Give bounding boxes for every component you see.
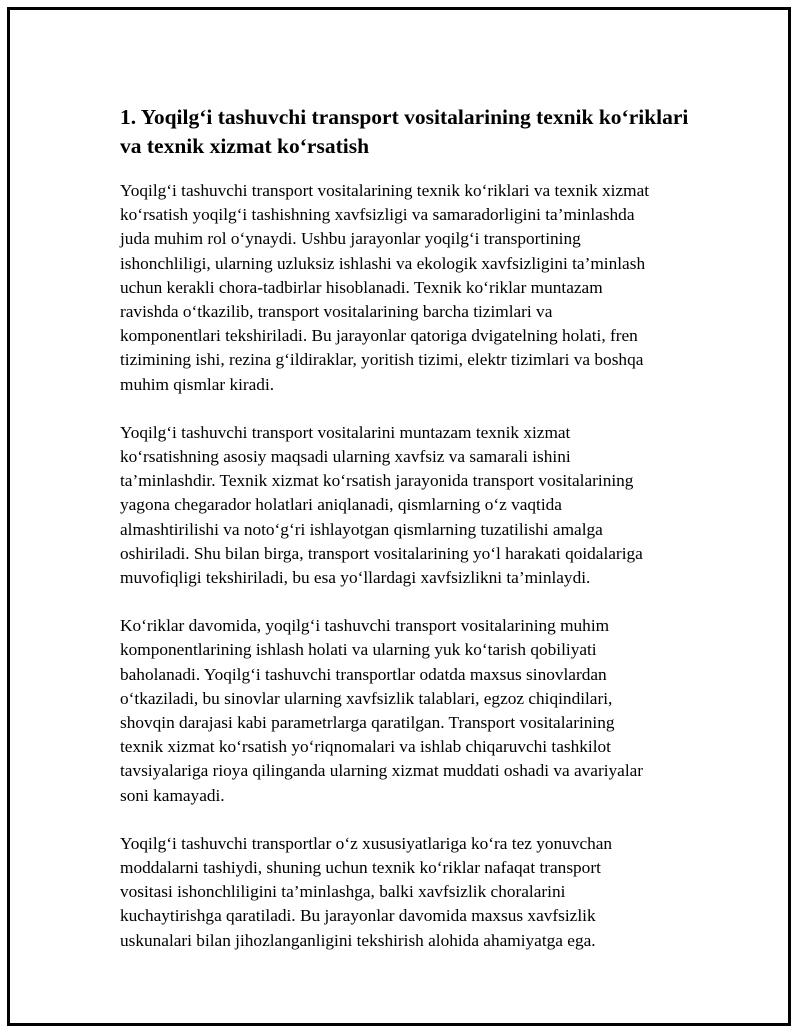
paragraph-4	[120, 832, 700, 953]
text-line: kuchaytirishga qaratiladi. Bu jarayonlar davomida maxsus xavfsizlik	[120, 906, 596, 926]
text-line: baholanadi. Yoqilg‘i tashuvchi transportlar odatda maxsus sinovlardan	[120, 664, 607, 684]
text-line: Yoqilg‘i tashuvchi transportlar o‘z xususiyatlariga ko‘ra tez yonuvchan	[120, 833, 613, 853]
section-title-line: 1. Yoqilg‘i tashuvchi transport vositalarining texnik ko‘riklari	[120, 105, 689, 129]
text-line: shovqin darajasi kabi parametrlarga qaratilgan. Transport vositalarining	[120, 713, 615, 733]
paragraph-2	[120, 421, 700, 590]
text-line: tizimining ishi, rezina g‘ildiraklar, yoritish tizimi, elektr tizimlari va boshqa	[120, 350, 644, 370]
text-line: komponentlarining ishlash holati va ularning yuk ko‘tarish qobiliyati	[120, 640, 597, 660]
text-line: muhim qismlar kiradi.	[120, 374, 275, 394]
text-line: almashtirilishi va noto‘g‘ri ishlayotgan qismlarning tuzatilishi amalga	[120, 519, 603, 539]
text-line: Yoqilg‘i tashuvchi transport vositalarining texnik ko‘riklari va texnik xizmat	[120, 181, 650, 200]
text-line: tavsiyalariga rioya qilinganda ularning xizmat muddati oshadi va avariyalar	[120, 761, 644, 781]
text-line: o‘tkaziladi, bu sinovlar ularning xavfsizlik talablari, egzoz chiqindilari,	[120, 688, 613, 708]
text-line: muvofiqligi tekshiriladi, bu esa yo‘llardagi xavfsizlikni ta’minlaydi.	[120, 568, 591, 588]
paragraph-1	[120, 179, 700, 397]
text-line: texnik xizmat ko‘rsatish yo‘riqnomalari va ishlab chiqaruvchi tashkilot	[120, 737, 611, 757]
text-line: moddalarni tashiydi, shuning uchun texnik ko‘riklar nafaqat transport	[120, 858, 601, 878]
text-line: Ko‘riklar davomida, yoqilg‘i tashuvchi transport vositalarining muhim	[120, 616, 610, 636]
text-line: Yoqilg‘i tashuvchi transport vositalarini muntazam texnik xizmat	[120, 422, 571, 442]
text-line: uchun kerakli chora-tadbirlar hisoblanadi. Texnik ko‘riklar muntazam	[120, 277, 603, 297]
paragraph-3	[120, 614, 700, 808]
text-line: komponentlari tekshiriladi. Bu jarayonlar qatoriga dvigatelning holati, fren	[120, 326, 638, 346]
text-line: ishonchliligi, ularning uzluksiz ishlashi va ekologik xavfsizligini ta’minlash	[120, 253, 646, 273]
text-line: ravishda o‘tkazilib, transport vositalarining barcha tizimlari va	[120, 302, 553, 322]
text-line: juda muhim rol o‘ynaydi. Ushbu jarayonlar yoqilg‘i transportining	[120, 229, 581, 249]
text-line: vositasi ishonchliligini ta’minlashga, balki xavfsizlik choralarini	[120, 882, 566, 902]
text-line: uskunalari bilan jihozlanganligini tekshirish alohida ahamiyatga ega.	[120, 930, 596, 950]
text-line: yagona chegarador holatlari aniqlanadi, qismlarning o‘z vaqtida	[120, 495, 562, 515]
section-title-line: va texnik xizmat ko‘rsatish	[120, 134, 370, 158]
section-title	[120, 103, 700, 161]
text-line: oshiriladi. Shu bilan birga, transport vositalarining yo‘l harakati qoidalariga	[120, 543, 643, 563]
text-line: soni kamayadi.	[120, 785, 225, 805]
text-line: ko‘rsatish yoqilg‘i tashishning xavfsizligi va samaradorligini ta’minlashda	[120, 205, 635, 225]
page-frame	[7, 7, 791, 1026]
document-body	[120, 103, 700, 977]
text-line: ta’minlashdir. Texnik xizmat ko‘rsatish jarayonida transport vositalarining	[120, 471, 634, 491]
text-line: ko‘rsatishning asosiy maqsadi ularning xavfsiz va samarali ishini	[120, 447, 571, 467]
